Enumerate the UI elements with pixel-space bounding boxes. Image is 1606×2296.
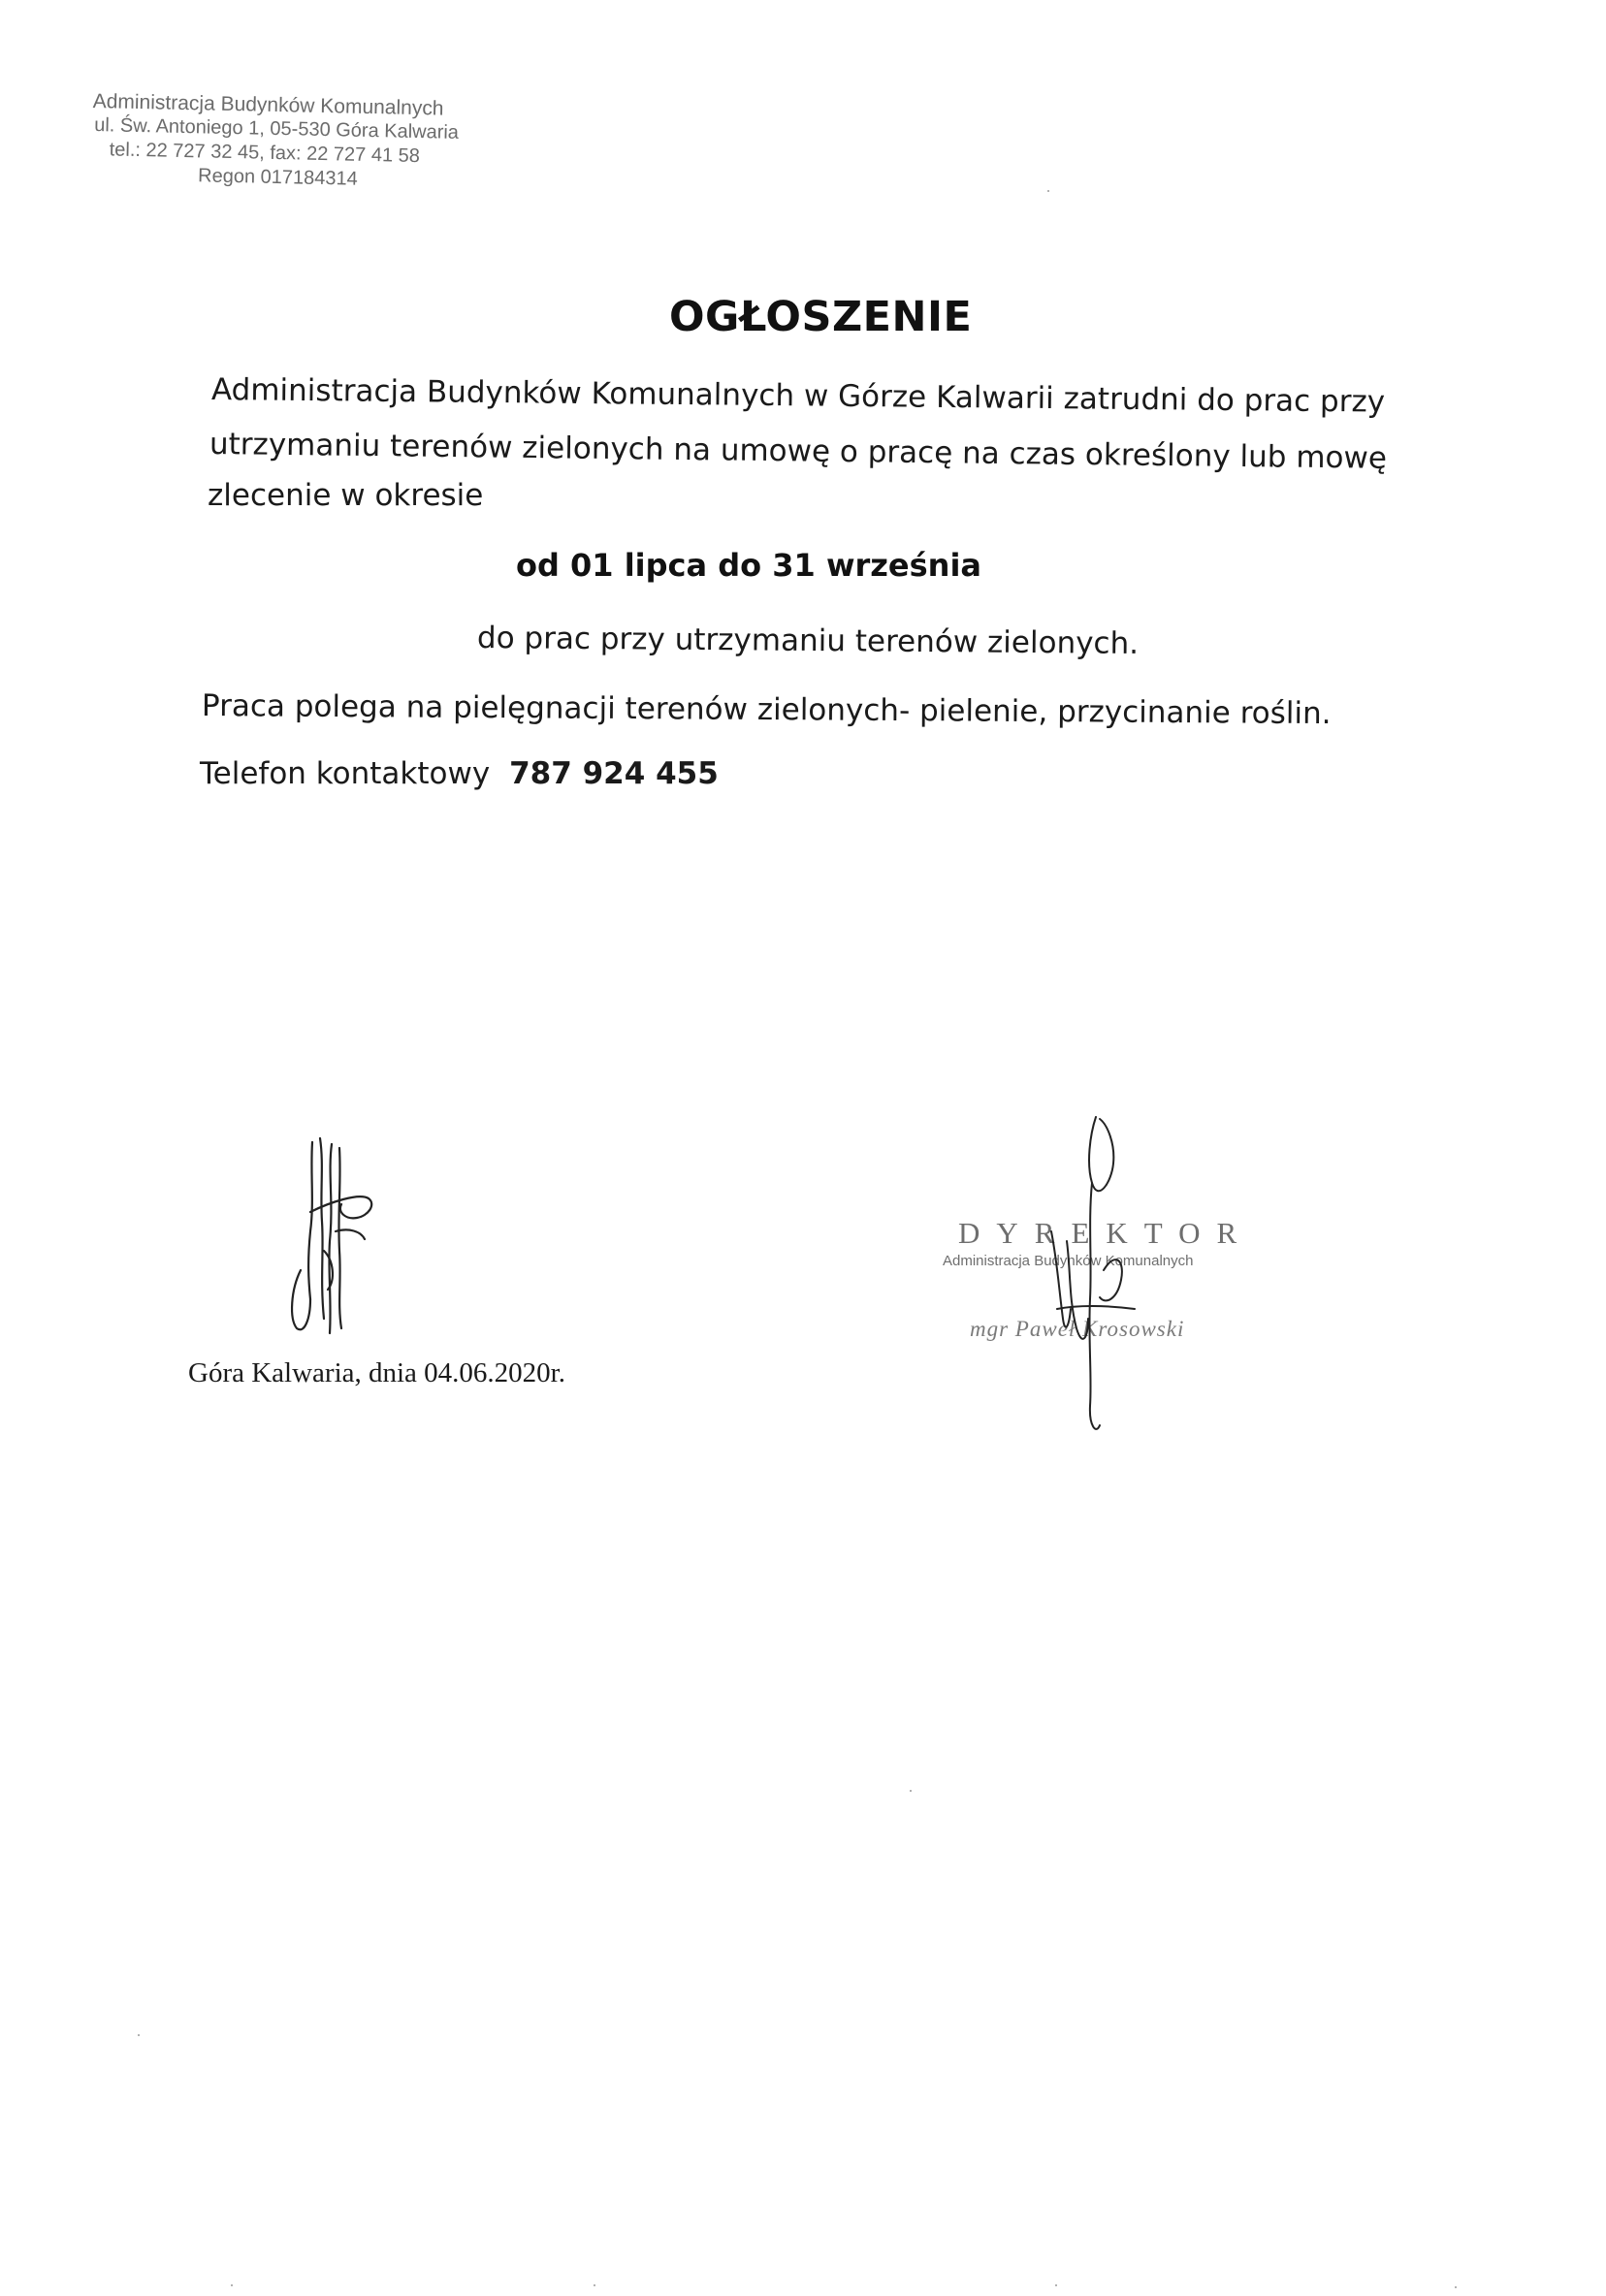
left-signature	[281, 1134, 398, 1348]
scan-speck	[910, 1790, 912, 1792]
stamp-regon: Regon 017184314	[197, 165, 358, 190]
scan-speck	[138, 2034, 140, 2036]
document-date: Góra Kalwaria, dnia 04.06.2020r.	[188, 1357, 565, 1388]
scan-speck	[1455, 2286, 1457, 2288]
document-title: OGŁOSZENIE	[669, 293, 973, 341]
right-signature	[999, 1115, 1193, 1445]
paragraph-line-1: Administracja Budynków Komunalnych w Górze Kalwarii zatrudni do prac przy	[210, 372, 1386, 420]
contact-phone-row	[200, 756, 719, 791]
director-organization: Administracja Budynków Komunalnych	[943, 1253, 1194, 1269]
stamp-organization-name: Administracja Budynków Komunalnych	[92, 89, 444, 120]
director-name: mgr Paweł Krosowski	[970, 1317, 1185, 1341]
work-purpose: do prac przy utrzymaniu terenów zielonych.	[476, 621, 1140, 661]
stamp-address: ul. Św. Antoniego 1, 05-530 Góra Kalwaria	[93, 114, 460, 144]
scan-speck	[1055, 2284, 1057, 2286]
contact-phone-label: Telefon kontaktowy	[200, 756, 491, 791]
organization-header-stamp	[91, 89, 539, 196]
employment-period: od 01 lipca do 31 września	[516, 547, 982, 584]
director-title: DYREKTOR	[958, 1216, 1254, 1250]
scan-speck	[1047, 190, 1049, 192]
scan-speck	[231, 2284, 233, 2286]
scan-speck	[594, 2284, 595, 2286]
paragraph-line-2: utrzymaniu terenów zielonych na umowę o pracę na czas określony lub mowę	[209, 427, 1388, 476]
contact-phone-number: 787 924 455	[509, 756, 719, 791]
work-description: Praca polega na pielęgnacji terenów zielonych- pielenie, przycinanie roślin.	[201, 688, 1332, 732]
stamp-phone-fax: tel.: 22 727 32 45, fax: 22 727 41 58	[109, 139, 421, 168]
paragraph-line-3: zlecenie w okresie	[208, 478, 484, 513]
